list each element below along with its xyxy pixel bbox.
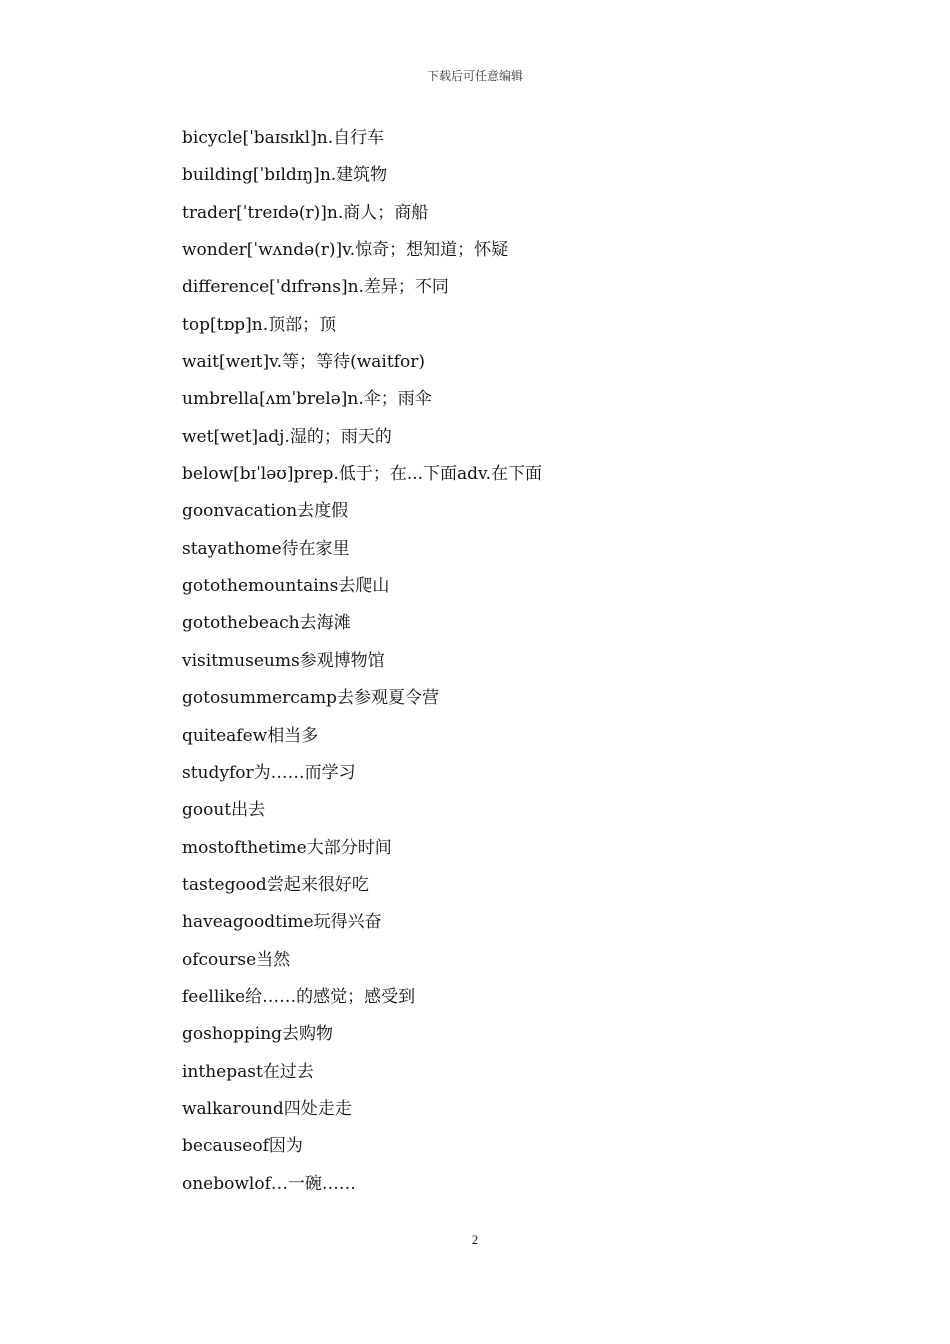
phrase-entry: becauseof因为 [182, 1136, 303, 1157]
page-number: 2 [471, 1232, 479, 1247]
phrase-entry: quiteafew相当多 [182, 725, 319, 746]
vocabulary-entry: difference[ˈdɪfrəns]n.差异；不同 [182, 277, 449, 298]
phrase-entry: goonvacation去度假 [182, 501, 349, 522]
vocabulary-entry: top[tɒp]n.顶部；顶 [182, 314, 337, 335]
phrase-entry: ofcourse当然 [182, 949, 291, 970]
phrase-entry: feellike给……的感觉；感受到 [182, 986, 416, 1007]
phrase-entry: gotosummercamp去参观夏令营 [182, 688, 439, 709]
phrase-entry: gotothemountains去爬山 [182, 576, 390, 597]
phrase-entry: gotothebeach去海滩 [182, 613, 351, 634]
phrase-entry: haveagoodtime玩得兴奋 [182, 912, 382, 933]
vocabulary-entry: umbrella[ʌmˈbrelə]n.伞；雨伞 [182, 389, 432, 410]
phrase-entry: inthepast在过去 [182, 1061, 314, 1082]
phrase-entry: visitmuseums参观博物馆 [182, 650, 385, 671]
phrase-entry: walkaround四处走走 [182, 1098, 352, 1119]
phrase-entry: stayathome待在家里 [182, 538, 350, 559]
vocabulary-entry: wonder[ˈwʌndə(r)]v.惊奇；想知道；怀疑 [182, 240, 509, 261]
phrase-entry: studyfor为……而学习 [182, 762, 356, 783]
phrase-entry: goout出去 [182, 800, 266, 821]
vocabulary-entry: trader[ˈtreɪdə(r)]n.商人；商船 [182, 202, 429, 223]
vocabulary-entry: wait[weɪt]v.等；等待(waitfor) [182, 352, 425, 373]
vocabulary-entry: building[ˈbɪldɪŋ]n.建筑物 [182, 165, 388, 186]
vocabulary-list [182, 124, 882, 1207]
phrase-entry: mostofthetime大部分时间 [182, 837, 392, 858]
page-header-note: 下载后可任意编辑 [426, 69, 523, 83]
vocabulary-entry: bicycle[ˈbaɪsɪkl]n.自行车 [182, 128, 385, 148]
phrase-entry: goshopping去购物 [182, 1024, 334, 1045]
vocabulary-entry: below[bɪˈləʊ]prep.低于；在...下面adv.在下面 [182, 464, 543, 485]
vocabulary-entry: wet[wet]adj.湿的；雨天的 [182, 426, 392, 447]
phrase-entry: tastegood尝起来很好吃 [182, 874, 369, 895]
phrase-entry: onebowlof…一碗…… [182, 1173, 356, 1194]
